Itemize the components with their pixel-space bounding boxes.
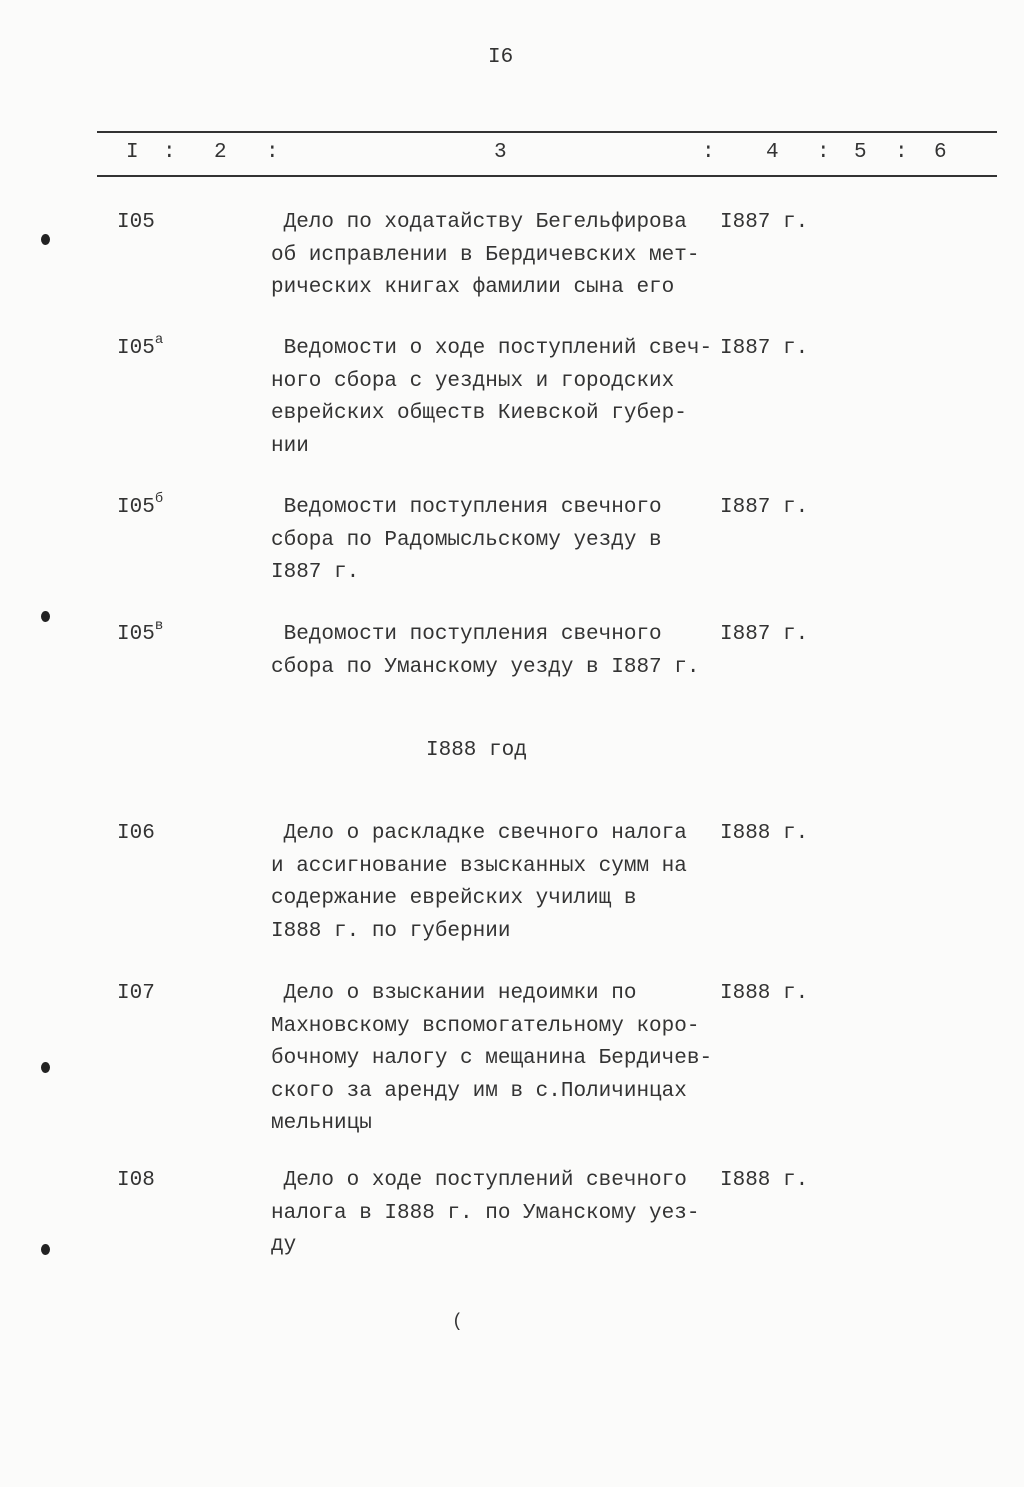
entry-year: I887 г.: [720, 211, 809, 234]
col-sep: :: [163, 141, 176, 164]
description-line: Ведомости о ходе поступлений свеч-: [271, 337, 713, 360]
entry-number: [117, 1165, 155, 1198]
col-4: 4: [766, 141, 779, 164]
entry-number-text: I05: [117, 211, 155, 234]
description-line: I887 г.: [271, 561, 360, 584]
description-line: содержание еврейских училищ в: [271, 887, 637, 910]
col-2: 2: [214, 141, 227, 164]
entry-year: I887 г.: [720, 623, 809, 646]
punch-hole-mark: [41, 1244, 50, 1255]
description-line: ского за аренду им в с.Поличинцах: [271, 1079, 687, 1103]
description-line: Дело о раскладке свечного налога: [271, 822, 687, 845]
col-1: I: [126, 141, 139, 164]
stray-mark: (: [452, 1312, 463, 1332]
entry-year: I888 г.: [720, 822, 809, 845]
col-5: 5: [854, 141, 867, 164]
col-6: 6: [934, 141, 947, 164]
description-line: налога в I888 г. по Уманскому уез-: [271, 1201, 700, 1225]
entry-number: [117, 619, 163, 652]
entry-year: I888 г.: [720, 1169, 809, 1192]
entry-number-text: I05: [117, 496, 155, 519]
description-line: еврейских обществ Киевской губер-: [271, 402, 687, 425]
description-line: и ассигнование взысканных сумм на: [271, 854, 687, 878]
entry-number-suffix: б: [154, 491, 164, 507]
entry-description: [271, 1165, 699, 1263]
description-line: Дело о взыскании недоимки по: [271, 982, 637, 1005]
description-line: Дело о ходе поступлений свечного: [271, 1169, 687, 1192]
col-sep: :: [266, 141, 279, 164]
entry-description: [271, 619, 699, 684]
entry-description: [271, 978, 712, 1141]
section-heading: I888 год: [426, 739, 527, 762]
entry-number-text: I08: [117, 1169, 155, 1192]
entry-description: [271, 818, 687, 948]
col-3: 3: [494, 141, 507, 164]
description-line: мельницы: [271, 1112, 372, 1135]
description-line: ду: [271, 1234, 297, 1257]
entry-number-text: I06: [117, 822, 155, 845]
entry-year: I888 г.: [720, 982, 809, 1005]
entry-description: [271, 492, 662, 590]
col-sep: :: [702, 141, 715, 164]
col-sep: :: [895, 141, 908, 164]
entry-description: [271, 333, 712, 463]
entry-number: [117, 818, 155, 851]
entry-description: [271, 207, 699, 305]
description-line: об исправлении в Бердичевских мет-: [271, 243, 700, 267]
description-line: бочному налогу с мещанина Бердичев-: [271, 1047, 713, 1070]
entry-number-text: I07: [117, 982, 155, 1005]
entry-number: [117, 978, 155, 1011]
entry-number-suffix: в: [154, 618, 164, 634]
header-top-rule: [97, 131, 997, 133]
entry-year: I887 г.: [720, 337, 809, 360]
description-line: Ведомости поступления свечного: [271, 623, 662, 646]
entry-number-text: I05: [117, 623, 155, 646]
punch-hole-mark: [41, 1062, 50, 1073]
entry-number-suffix: а: [154, 332, 164, 348]
description-line: сбора по Радомысльскому уезду в: [271, 528, 662, 552]
description-line: нии: [271, 434, 309, 458]
description-line: Махновскому вспомогательному коро-: [271, 1014, 700, 1038]
entry-number: [117, 207, 155, 240]
col-sep: :: [817, 141, 830, 164]
entry-number: [117, 333, 163, 366]
entry-year: I887 г.: [720, 496, 809, 519]
punch-hole-mark: [41, 234, 50, 245]
description-line: сбора по Уманскому уезду в I887 г.: [271, 655, 700, 679]
description-line: рических книгах фамилии сына его: [271, 276, 675, 299]
page-number: I6: [488, 46, 514, 69]
entry-number-text: I05: [117, 337, 155, 360]
description-line: Ведомости поступления свечного: [271, 496, 662, 519]
punch-hole-mark: [41, 611, 50, 622]
entry-number: [117, 492, 163, 525]
description-line: Дело по ходатайству Бегельфирова: [271, 211, 687, 234]
header-bottom-rule: [97, 175, 997, 177]
description-line: I888 г. по губернии: [271, 919, 511, 943]
description-line: ного сбора с уездных и городских: [271, 369, 675, 393]
